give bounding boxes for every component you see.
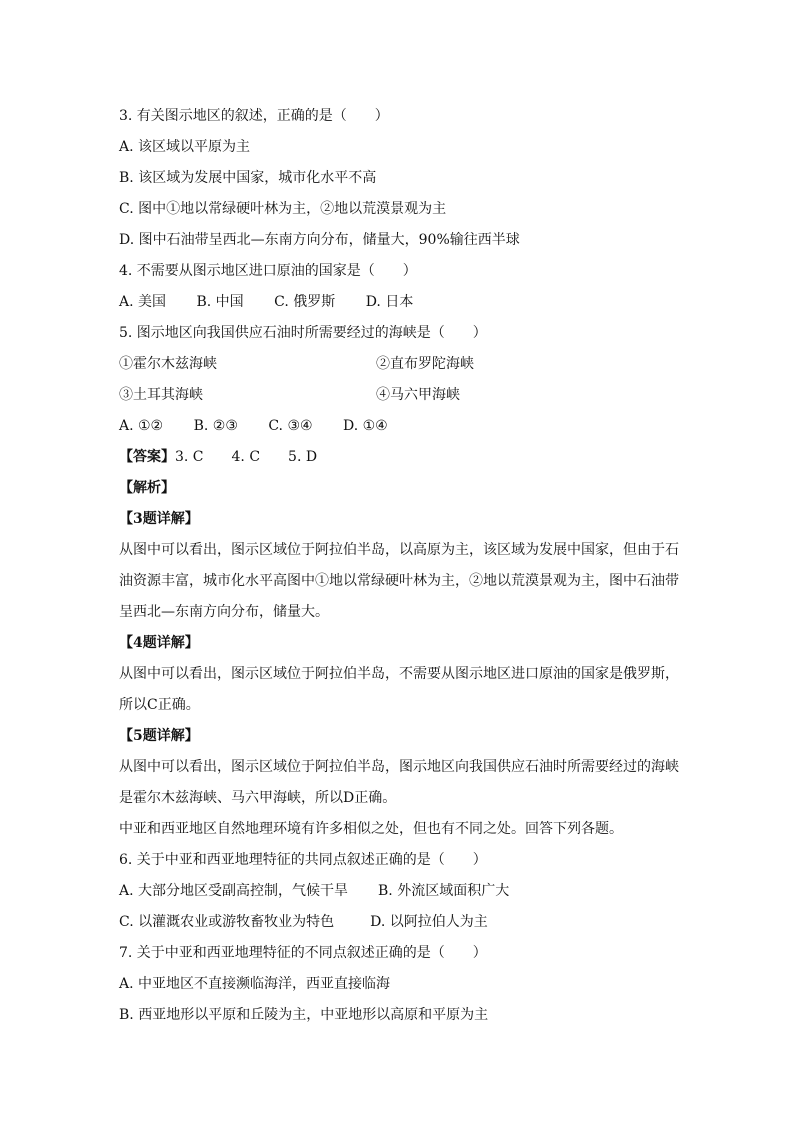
q5-option-b: B. ②③ <box>193 418 238 434</box>
q4-option-c: C. 俄罗斯 <box>274 294 336 310</box>
q4-option-d: D. 日本 <box>365 294 414 310</box>
q3-option-b: B. 该区域为发展中国家，城市化水平不高 <box>119 170 377 186</box>
q5-item-2: ②直布罗陀海峡 <box>376 356 474 372</box>
q5-items-row-1 <box>119 349 679 380</box>
q7-stem: 7. 关于中亚和西亚地理特征的不同点叙述正确的是（ ） <box>119 945 487 961</box>
answer-line <box>119 442 679 473</box>
document-page <box>119 101 679 1031</box>
detail-5-text: 从图中可以看出，图示区域位于阿拉伯半岛，图示地区向我国供应石油时所需要经过的海峡是霍尔木兹海峡、马六甲海峡，所以D正确。 <box>119 759 679 806</box>
q4-option-a: A. 美国 <box>119 294 167 310</box>
q5-items-row-2 <box>119 380 679 411</box>
answer-label: 【答案】 <box>119 449 175 465</box>
q6-options-row-2 <box>119 907 679 938</box>
q5-stem: 5. 图示地区向我国供应石油时所需要经过的海峡是（ ） <box>119 325 487 341</box>
q5-item-1: ①霍尔木兹海峡 <box>119 356 217 372</box>
q5-option-c: C. ③④ <box>268 418 313 434</box>
q3-option-a: A. 该区域以平原为主 <box>119 139 251 155</box>
section-intro: 中亚和西亚地区自然地理环境有许多相似之处，但也有不同之处。回答下列各题。 <box>119 821 623 837</box>
q3-option-d: D. 图中石油带呈西北—东南方向分布，储量大，90%输往西半球 <box>119 232 520 248</box>
q6-options-row-1 <box>119 876 679 907</box>
analysis-label: 【解析】 <box>119 480 175 496</box>
detail-5-label: 【5题详解】 <box>119 728 199 744</box>
detail-4-label: 【4题详解】 <box>119 635 199 651</box>
q6-option-b: B. 外流区域面积广大 <box>378 883 510 899</box>
q6-option-a: A. 大部分地区受副高控制，气候干旱 <box>119 883 349 899</box>
q7-option-b: B. 西亚地形以平原和丘陵为主，中亚地形以高原和平原为主 <box>119 1007 489 1023</box>
detail-3-label: 【3题详解】 <box>119 511 199 527</box>
q6-option-c: C. 以灌溉农业或游牧畜牧业为特色 <box>119 914 335 930</box>
detail-3-text: 从图中可以看出，图示区域位于阿拉伯半岛，以高原为主，该区域为发展中国家，但由于石油资源丰富，城市化水平高图中①地以常绿硬叶林为主，②地以荒漠景观为主，图中石油带呈西北—东南方向分布，储量大。 <box>119 542 679 620</box>
q5-item-3: ③土耳其海峡 <box>119 387 203 403</box>
q6-option-d: D. 以阿拉伯人为主 <box>370 914 488 930</box>
q5-options <box>119 411 679 442</box>
q5-option-a: A. ①② <box>119 418 164 434</box>
detail-4-text: 从图中可以看出，图示区域位于阿拉伯半岛，不需要从图示地区进口原油的国家是俄罗斯，所以C正确。 <box>119 666 679 713</box>
q4-options <box>119 287 679 318</box>
q5-item-4: ④马六甲海峡 <box>376 387 460 403</box>
q3-option-c: C. 图中①地以常绿硬叶林为主，②地以荒漠景观为主 <box>119 201 447 217</box>
q5-option-d: D. ①④ <box>343 418 388 434</box>
q4-option-b: B. 中国 <box>196 294 244 310</box>
q7-option-a: A. 中亚地区不直接濒临海洋，西亚直接临海 <box>119 976 391 992</box>
answer-text: 3. C 4. C 5. D <box>175 449 318 465</box>
q6-stem: 6. 关于中亚和西亚地理特征的共同点叙述正确的是（ ） <box>119 852 487 868</box>
q4-stem: 4. 不需要从图示地区进口原油的国家是（ ） <box>119 263 417 279</box>
q3-stem: 3. 有关图示地区的叙述，正确的是（ ） <box>119 108 389 124</box>
